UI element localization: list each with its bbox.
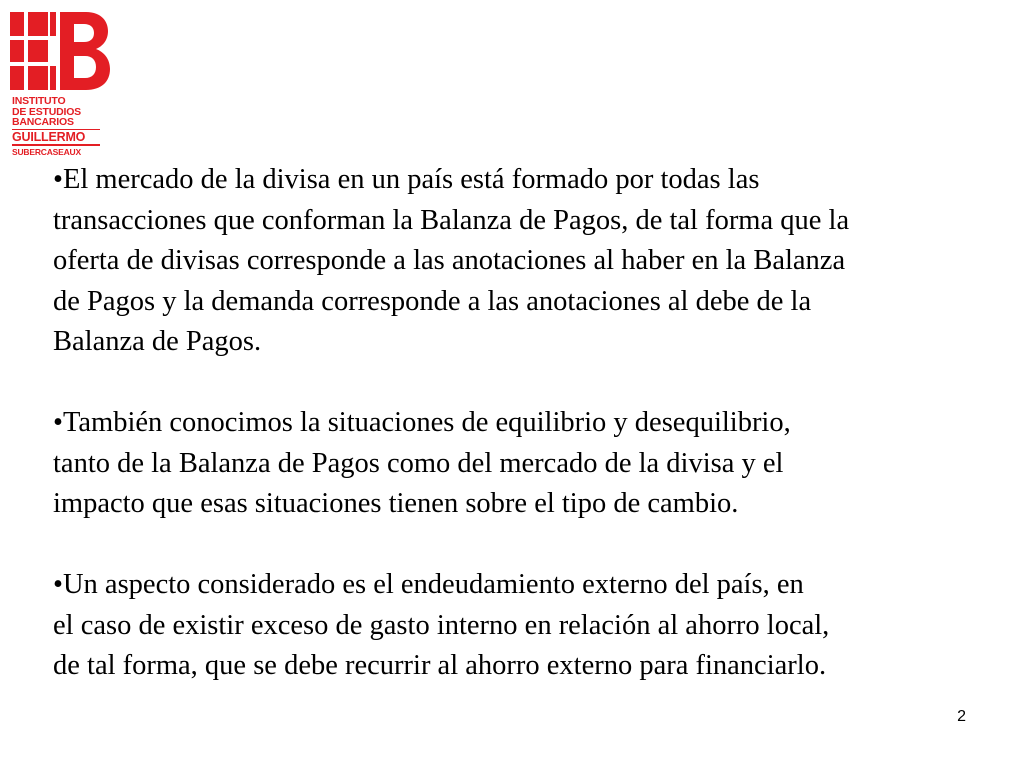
text-line: •También conocimos la situaciones de equilibrio y desequilibrio, — [53, 407, 791, 438]
text-line: Balanza de Pagos. — [53, 326, 262, 357]
logo-wordmark — [12, 96, 112, 157]
page-number: 2 — [957, 708, 966, 725]
text-line: el caso de existir exceso de gasto interno en relación al ahorro local, — [53, 609, 830, 641]
logo-line-4: GUILLERMO — [12, 130, 86, 144]
logo-line-1: INSTITUTO — [12, 95, 66, 107]
bullet-paragraph-3 — [53, 565, 1013, 687]
logo-line-2: DE ESTUDIOS — [12, 105, 81, 118]
text-line: de tal forma, que se debe recurrir al ahorro externo para financiarlo. — [53, 650, 827, 681]
text-line: •El mercado de la divisa en un país está formado por todas las — [53, 164, 760, 195]
ieb-logo-mark-icon — [10, 12, 110, 90]
logo-divider — [12, 144, 100, 146]
text-line: transacciones que conforman la Balanza de Pagos, de tal forma que la — [53, 204, 850, 236]
text-line: oferta de divisas corresponde a las anotaciones al haber en la Balanza — [53, 245, 846, 276]
bullet-paragraph-1 — [53, 160, 1013, 363]
logo-line-3: BANCARIOS — [12, 116, 74, 128]
text-line: tanto de la Balanza de Pagos como del mercado de la divisa y el — [53, 447, 784, 479]
slide-body — [53, 160, 1013, 687]
bullet-paragraph-2 — [53, 403, 1013, 525]
institute-logo — [10, 12, 110, 162]
logo-line-5: SUBERCASEAUX — [12, 146, 81, 157]
text-line: •Un aspecto considerado es el endeudamiento externo del país, en — [53, 569, 804, 600]
text-line: de Pagos y la demanda corresponde a las anotaciones al debe de la — [53, 285, 812, 317]
text-line: impacto que esas situaciones tienen sobre el tipo de cambio. — [53, 488, 739, 519]
